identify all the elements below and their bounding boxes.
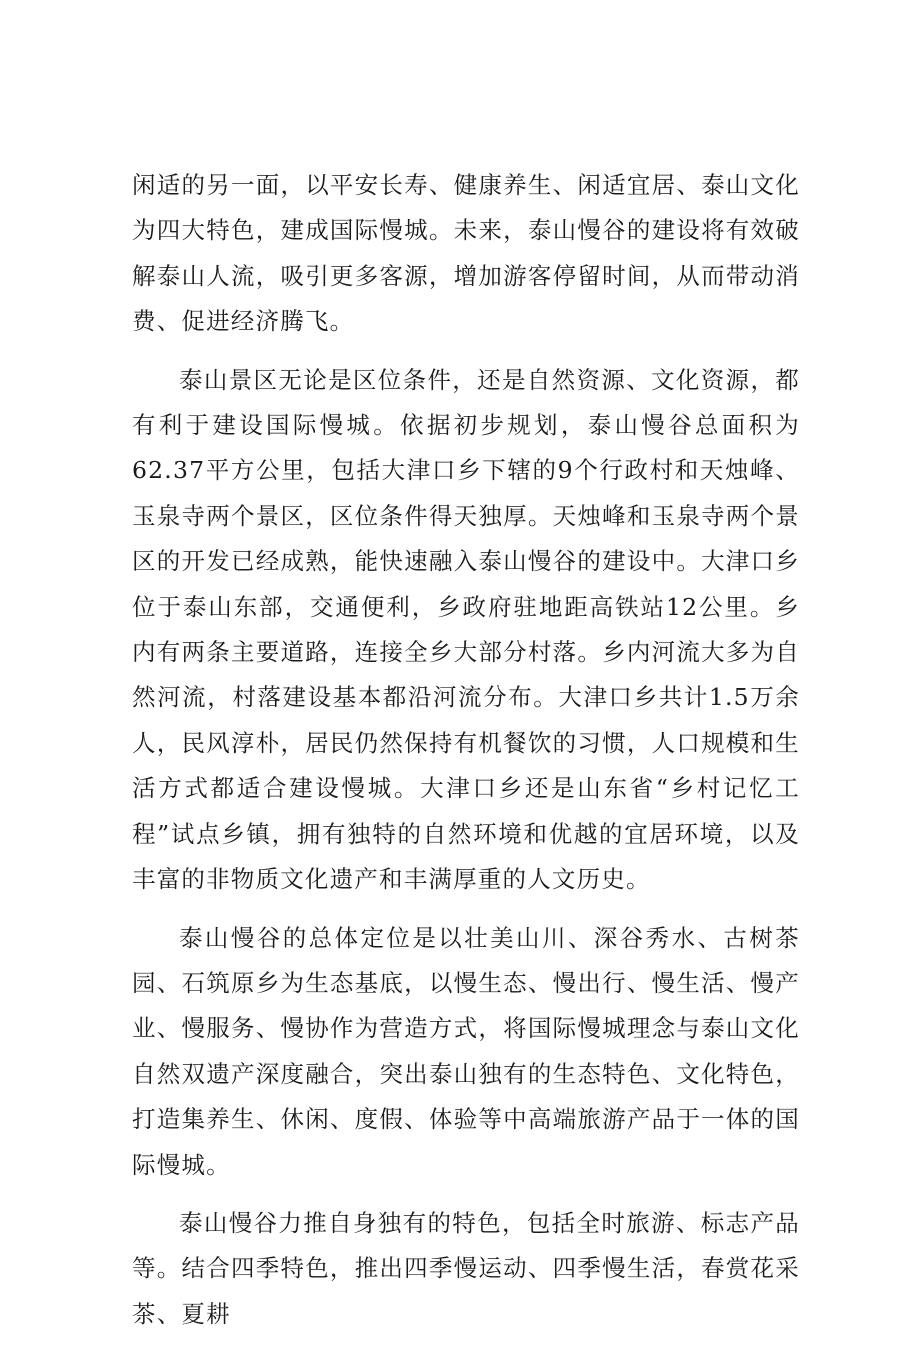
paragraph-1: 闲适的另一面，以平安长寿、健康养生、闲适宜居、泰山文化为四大特色，建成国际慢城。未来，泰山慢谷的建设将有效破解泰山人流，吸引更多客源，增加游客停留时间，从而带动消费、促进经济腾飞。 — [132, 171, 800, 336]
paragraph-3: 泰山慢谷的总体定位是以壮美山川、深谷秀水、古树茶园、石筑原乡为生态基底，以慢生态、慢出行、慢生活、慢产业、慢服务、慢协作为营造方式，将国际慢城理念与泰山文化自然双遗产深度融合，突出泰山独有的生态特色、文化特色，打造集养生、休闲、度假、体验等中高端旅游产品于一体的国际慢城。 — [132, 923, 800, 1179]
paragraph-2: 泰山景区无论是区位条件，还是自然资源、文化资源，都有利于建设国际慢城。依据初步规划，泰山慢谷总面积为62.37平方公里，包括大津口乡下辖的9个行政村和天烛峰、玉泉寺两个景区，区位条件得天独厚。天烛峰和玉泉寺两个景区的开发已经成熟，能快速融入泰山慢谷的建设中。大津口乡位于泰山东部，交通便利，乡政府驻地距高铁站12公里。乡内有两条主要道路，连接全乡大部分村落。乡内河流大多为自然河流，村落建设基本都沿河流分布。大津口乡共计1.5万余人，民风淳朴，居民仍然保持有机餐饮的习惯，人口规模和生活方式都适合建设慢城。大津口乡还是山东省“乡村记忆工程”试点乡镇，拥有独特的自然环境和优越的宜居环境，以及丰富的非物质文化遗产和丰满厚重的人文历史。 — [132, 365, 800, 894]
paragraph-4: 泰山慢谷力推自身独有的特色，包括全时旅游、标志产品等。结合四季特色，推出四季慢运动、四季慢生活，春赏花采茶、夏耕 — [132, 1208, 800, 1328]
document-body — [132, 163, 800, 1350]
